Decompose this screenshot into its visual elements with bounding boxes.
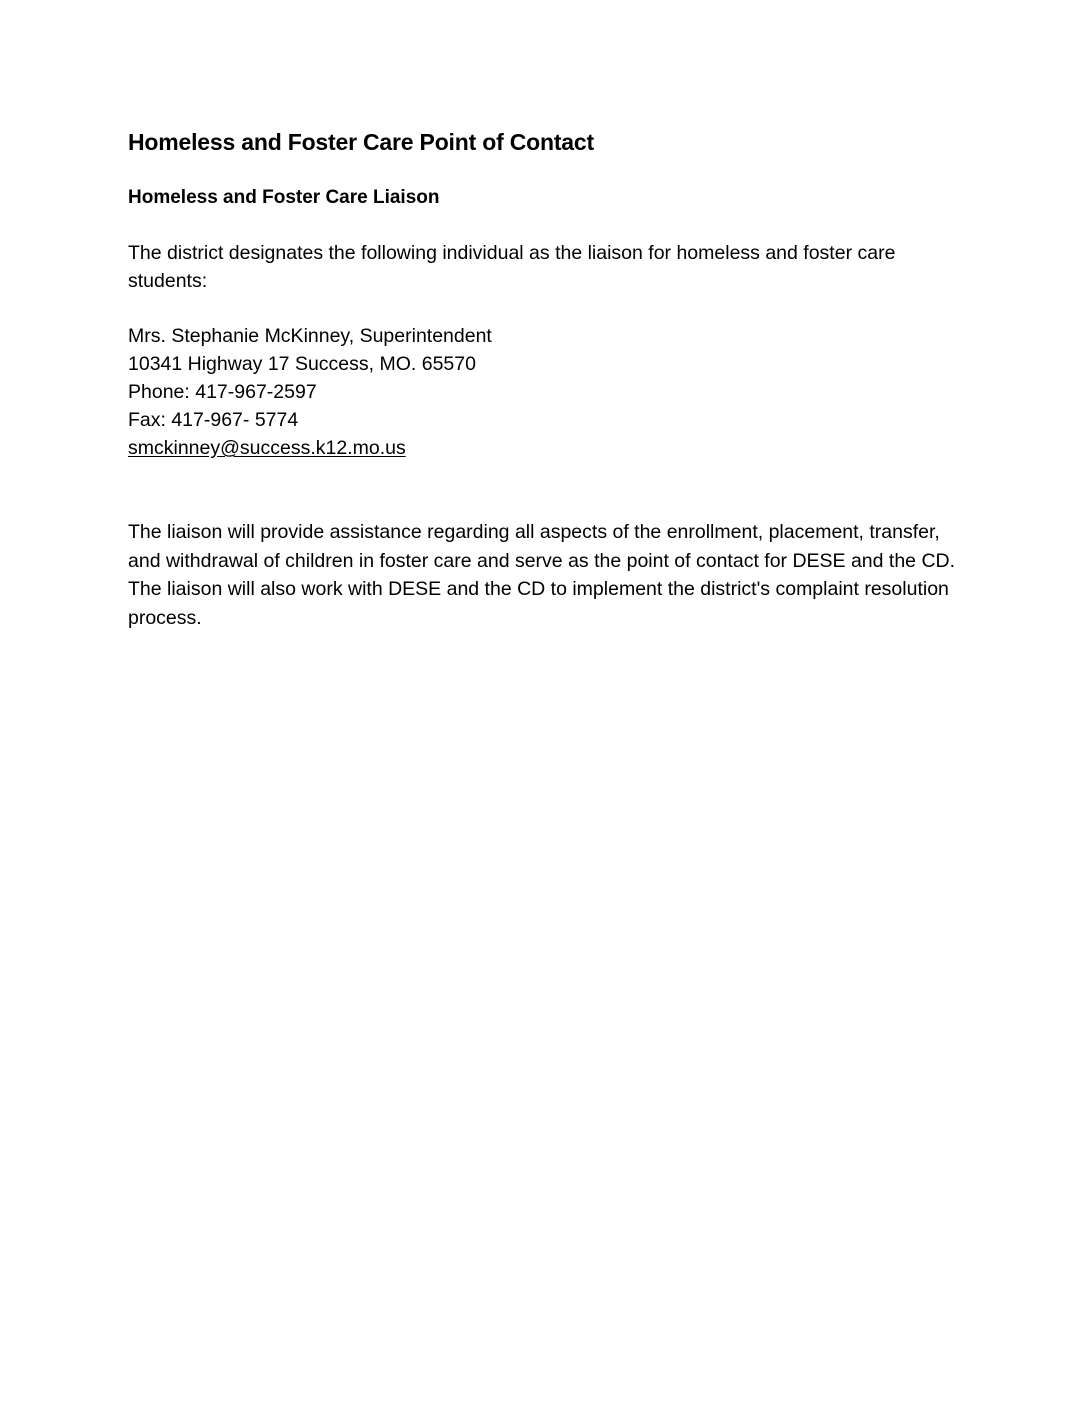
intro-paragraph: The district designates the following individual as the liaison for homeless and foster care students: (128, 242, 896, 292)
contact-name: Mrs. Stephanie McKinney, Superintendent (128, 325, 492, 347)
contact-address: 10341 Highway 17 Success, MO. 65570 (128, 353, 476, 375)
contact-phone: Phone: 417-967-2597 (128, 381, 317, 403)
contact-fax: Fax: 417-967- 5774 (128, 409, 299, 431)
body-paragraph: The liaison will provide assistance regarding all aspects of the enrollment, placement, transfer, and withdrawal of children in foster care and serve as the point of contact for DESE and the CD. The liaison will also work with DESE and the CD to implement the district's complaint resolution process. (128, 521, 956, 629)
contact-block (128, 322, 958, 462)
contact-email-link[interactable]: smckinney@success.k12.mo.us (128, 437, 406, 459)
page-title: Homeless and Foster Care Point of Contact (128, 129, 594, 155)
document-content (128, 126, 958, 632)
section-heading: Homeless and Foster Care Liaison (128, 187, 440, 208)
